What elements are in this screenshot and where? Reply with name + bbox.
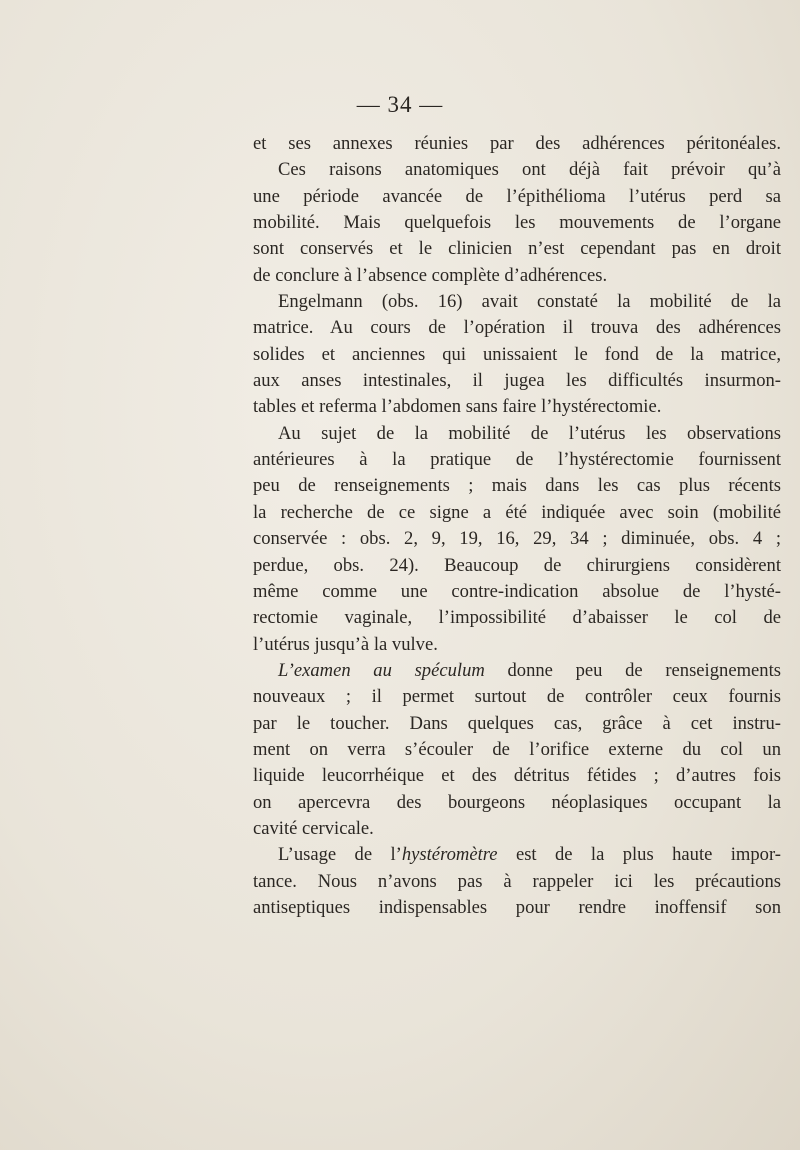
- text-line: sont conservés et le clinicien n’est cependant pas en droit: [253, 238, 781, 260]
- body-text: [253, 131, 781, 921]
- text-line: tables et referma l’abdomen sans faire l’hystérectomie.: [253, 396, 662, 418]
- speculum-line-rest: donne peu de renseignements: [484, 659, 781, 681]
- italic-term-speculum: L’examen au spéculum: [278, 659, 485, 681]
- text-line: Engelmann (obs. 16) avait constaté la mobilité de la: [278, 291, 781, 313]
- text-line: on apercevra des bourgeons néoplasiques occupant la: [253, 791, 781, 813]
- text-line: la recherche de ce signe a été indiquée avec soin (mobilité: [253, 501, 781, 523]
- text-line: rectomie vaginale, l’impossibilité d’abaisser le col de: [253, 607, 781, 629]
- text-line: solides et anciennes qui unissaient le fond de la matrice,: [253, 343, 781, 365]
- text-line: cavité cervicale.: [253, 817, 374, 839]
- text-line: liquide leucorrhéique et des détritus fétides ; d’autres fois: [253, 765, 781, 787]
- text-line: Ces raisons anatomiques ont déjà fait prévoir qu’à: [278, 159, 781, 181]
- text-line: mobilité. Mais quelquefois les mouvements de l’organe: [253, 212, 781, 234]
- text-line: ment on verra s’écouler de l’orifice externe du col un: [253, 738, 781, 760]
- text-line: et ses annexes réunies par des adhérences péritonéales.: [253, 133, 781, 154]
- text-line-hysterometre: [253, 842, 781, 868]
- text-line: antérieures à la pratique de l’hystérectomie fournissent: [253, 449, 781, 471]
- text-line: même comme une contre-indication absolue de l’hysté-: [253, 580, 781, 602]
- hysterometre-line-after: est de la plus haute impor-: [497, 844, 781, 866]
- text-line: par le toucher. Dans quelques cas, grâce à cet instru-: [253, 712, 781, 734]
- text-line: l’utérus jusqu’à la vulve.: [253, 633, 438, 655]
- hysterometre-line-before: L’usage de l’: [278, 844, 402, 866]
- text-line: tance. Nous n’avons pas à rappeler ici les précautions: [253, 870, 781, 892]
- text-line: perdue, obs. 24). Beaucoup de chirurgiens considèrent: [253, 554, 781, 576]
- text-line: une période avancée de l’épithélioma l’utérus perd sa: [253, 185, 781, 207]
- text-line: nouveaux ; il permet surtout de contrôler ceux fournis: [253, 686, 781, 708]
- text-line: antiseptiques indispensables pour rendre inoffensif son: [253, 896, 781, 918]
- text-line: Au sujet de la mobilité de l’utérus les observations: [278, 422, 781, 444]
- page-number: — 34 —: [356, 92, 444, 117]
- text-line: peu de renseignements ; mais dans les cas plus récents: [253, 475, 781, 497]
- italic-term-hysterometre: hystéromètre: [401, 844, 498, 866]
- text-line: aux anses intestinales, il jugea les difficultés insurmon-: [253, 370, 781, 392]
- text-line: conservée : obs. 2, 9, 19, 16, 29, 34 ; diminuée, obs. 4 ;: [253, 528, 781, 550]
- text-line-speculum: [253, 658, 781, 684]
- text-line: de conclure à l’absence complète d’adhérences.: [253, 264, 608, 286]
- text-line: matrice. Au cours de l’opération il trouva des adhérences: [253, 317, 781, 339]
